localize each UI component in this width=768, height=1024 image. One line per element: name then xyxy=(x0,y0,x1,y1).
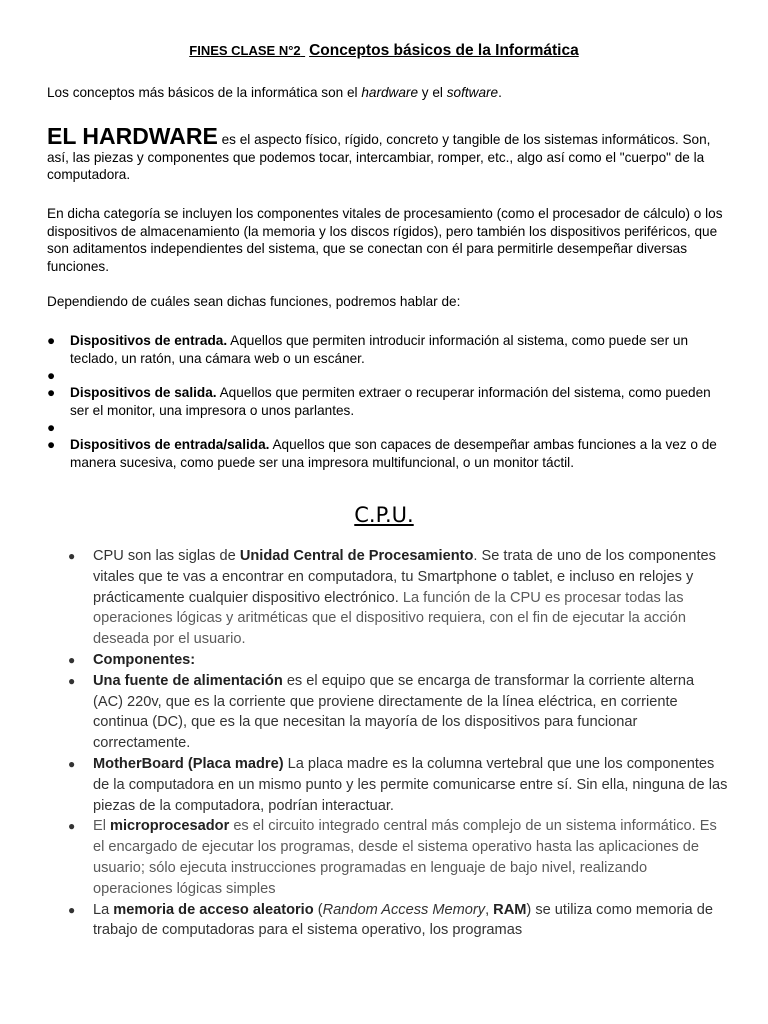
ram-english-term: Random Access Memory xyxy=(322,901,486,918)
list-item: ● El microprocesador es el circuito integrado central más complejo de un sistema informático. Es el encargado de ejecutar los programas, desde el sistema operativo hasta las aplicaciones de usuario; sólo ejecuta instrucciones programadas en lenguaje de bajo nivel, realizando operaciones lógicas simples xyxy=(68,818,717,897)
device-term: Dispositivos de entrada. xyxy=(70,333,228,348)
term-hardware: hardware xyxy=(361,85,419,100)
cpu-list xyxy=(68,546,728,941)
components-label: Componentes: xyxy=(93,651,196,668)
list-item: ● MotherBoard (Placa madre) La placa madre es la columna vertebral que une los componentes de la computadora en un mismo punto y les permite comunicarse entre sí. Sin ella, ninguna de las piezas de la computadora, podrían interactuar. xyxy=(68,755,728,814)
device-list xyxy=(47,332,727,471)
bullet-icon: ● xyxy=(68,673,76,688)
cpu-term: Unidad Central de Procesamiento xyxy=(239,548,474,564)
list-item: ● CPU son las siglas de Unidad Central de Procesamiento. Se trata de uno de los componentes vitales que te vas a encontrar en computadora, tu Smartphone o tablet, e incluso en relojes y prácticamente cualquier dispositivo electrónico. La función de la CPU es procesar todas las operaciones lógicas y aritméticas que el dispositivo requiera, con el fin de ejecutar la acción deseada por el usuario. xyxy=(68,548,716,648)
list-item: ● Una fuente de alimentación es el equipo que se encarga de transformar la corriente alterna (AC) 220v, que es la corriente que proviene directamente de la línea eléctrica, en corriente continua (DC), que es la que necesitan la mayoría de los dispositivos para funcionar correctamente. xyxy=(68,672,695,752)
bullet-icon: ● xyxy=(68,652,76,667)
bullet-icon: ● xyxy=(47,385,56,400)
list-item xyxy=(47,436,727,471)
cpu-heading: C.P.U. xyxy=(354,503,414,527)
device-text: Aquellos que permiten introducir información al sistema, como puede ser un teclado, un ratón, una cámara web o un escáner. xyxy=(70,333,689,366)
hardware-paragraph-3: Dependiendo de cuáles sean dichas funciones, podremos hablar de: xyxy=(47,294,461,309)
power-supply-term: Una fuente de alimentación xyxy=(93,672,283,689)
ram-term: memoria de acceso aleatorio xyxy=(113,901,314,918)
bullet-icon: ● xyxy=(68,549,76,563)
hardware-paragraph-2: En dicha categoría se incluyen los componentes vitales de procesamiento (como el procesador de cálculo) o los dispositivos de almacenamiento (la memoria y los discos rígidos), pero también los dispositivos periféricos, que son aditamentos independientes del sistema, que se conectan con él para permitirle desempeñar diversas funciones. xyxy=(47,206,723,274)
hardware-heading: EL HARDWARE xyxy=(47,123,218,149)
bullet-icon: ● xyxy=(47,333,56,348)
microprocessor-term: microprocesador xyxy=(110,818,230,835)
ram-acronym: RAM xyxy=(493,901,527,918)
list-item xyxy=(68,650,728,671)
page-title xyxy=(0,42,768,60)
bullet-icon: ● xyxy=(47,420,56,435)
intro-paragraph: Los conceptos más básicos de la informática son el hardware y el software. xyxy=(47,85,502,100)
empty-list-item xyxy=(47,367,727,384)
hardware-definition xyxy=(47,124,727,184)
bullet-icon: ● xyxy=(47,368,56,383)
device-text: Aquellos que permiten extraer o recuperar información del sistema, como pueden ser el monitor, una impresora o unos parlantes. xyxy=(70,385,711,418)
bullet-icon: ● xyxy=(68,756,76,771)
bullet-icon: ● xyxy=(68,819,76,834)
motherboard-term: MotherBoard (Placa madre) xyxy=(93,755,284,772)
list-item: ● La memoria de acceso aleatorio (Random Access Memory, RAM) se utiliza como memoria de trabajo de computadoras para el sistema operativo, los programas xyxy=(68,901,713,939)
title-text: Conceptos básicos de la Informática xyxy=(309,42,579,59)
hardware-definition-text: es el aspecto físico, rígido, concreto y tangible de los sistemas informáticos. Son, así, las piezas y componentes que podemos tocar, intercambiar, romper, etc., algo así como el "cuerpo" de la computadora. xyxy=(47,132,711,182)
device-term: Dispositivos de salida. xyxy=(70,385,217,400)
term-software: software xyxy=(446,85,499,100)
device-term: Dispositivos de entrada/salida. xyxy=(70,437,270,452)
list-item xyxy=(47,332,727,367)
bullet-icon: ● xyxy=(68,902,76,917)
device-text: Aquellos que son capaces de desempeñar ambas funciones a la vez o de manera sucesiva, como puede ser una impresora multifuncional, o un monitor táctil. xyxy=(70,437,717,470)
class-number: FINES CLASE N°2 xyxy=(189,43,301,58)
empty-list-item xyxy=(47,419,727,436)
bullet-icon: ● xyxy=(47,437,56,452)
list-item xyxy=(47,384,727,419)
